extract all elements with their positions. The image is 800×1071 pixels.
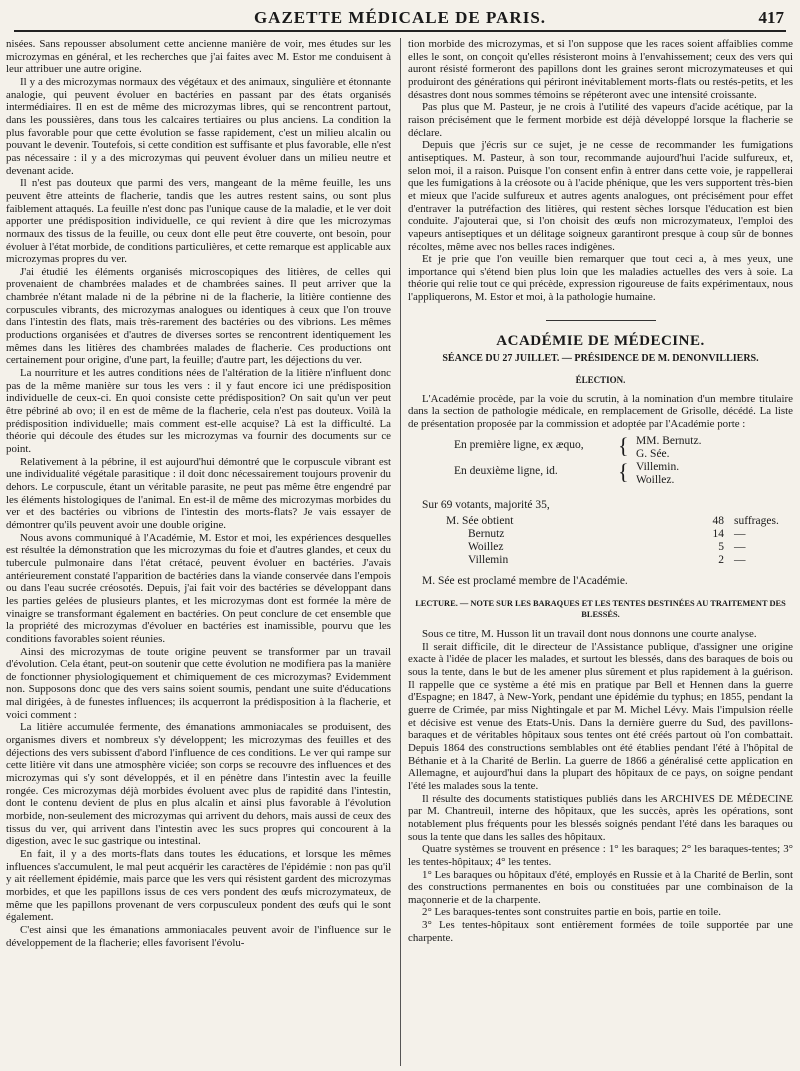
paragraph: Depuis que j'écris sur ce sujet, je ne cesse de recommander les fumigations antiseptiques. M. Pasteur, à son tour, recommande aujourd'hui l'acide sulfureux, et, selon moi, il a raison. Puisque l'on consent enfin à entrer dans cette voie, je rappellerai que les fumigations à la créosote ou à l'acide phénique, que les vers supportent très-bien et mieux que l'acide sulfureux et autres agents analogues, ont précisément pour effet d'entraver la putréfaction des litières, qui restent sèches lorsque l'éducation est bien conduite. J'ajouterai que, si l'on choisit des œufs non microzymateux, l'emploi des vapeurs antiseptiques et un délitage soigneux garantiront presque à coup sûr de bonnes récoltes, même avec nos belles races indigènes.: [408, 139, 793, 253]
section-separator: [546, 320, 656, 321]
page-number: 417: [758, 8, 784, 27]
paragraph: Il résulte des documents statistiques publiés dans les ARCHIVES DE MÉDECINE par M. Chantreuil, interne des hôpitaux, que les succès, après les opérations, sont notablement plus fréquents pour les blessés soignés pendant l'été dans les baraques ou sous la tente que dans les salles des hôpitaux.: [408, 792, 793, 843]
vote-suffix: —: [734, 541, 746, 554]
vote-name: Bernutz: [468, 528, 505, 541]
paragraph: Sous ce titre, M. Husson lit un travail dont nous donnons une courte analyse.: [422, 628, 757, 641]
paragraph: tion morbide des microzymas, et si l'on suppose que les races soient affaiblies comme elles le sont, on conçoit qu'elles résisteront moins à l'envahissement; ceux des vers qui auront résisté formeront des papillons dont les graines seront microzymateuses et qui produiront des générations qui périront inévitablement morts-flats ou restés-petits, et les désastres dont nous sommes témoins se répéteront avec une intensité croissante.: [408, 38, 793, 101]
vote-row: [408, 528, 793, 541]
paragraph: Il y a des microzymas normaux des végétaux et des animaux, singulière et étonnante analogie, qui peuvent évoluer en bactéries en passant par des états organisés intermédiaires. Il en est de même des microzymas libres, qui se rencontrent partout, dans les poussières, dans tous les calcaires tertiaires ou plus anciens. La condition la plus favorable pour que cette évolution se fasse rapidement, c'est un milieu alcalin ou pouvant le devenir. Toutefois, si cette condition est suffisante et plus favorable, elle n'est pas nécessaire : il y a des microzymas qui peuvent évoluer dans un milieu neutre et devenant acide.: [6, 75, 391, 177]
session-heading: SÉANCE DU 27 JUILLET. — PRÉSIDENCE DE M. DENONVILLIERS.: [442, 353, 759, 365]
column-divider: [400, 38, 401, 1066]
paragraph: Nous avons communiqué à l'Académie, M. Estor et moi, les expériences desquelles est résultée la démonstration que les microzymas du foie et d'autres glandes, et ceux du tubercule pulmonaire dans l'état crétacé, peuvent évoluer en bactéries. J'avais antérieurement constaté l'apparition de bactéries dans la viande conservée dans l'empois ou dans l'eau sucrée créosotés. Depuis, j'ai fait voir des bactéries se développant dans les parties gelées de plusieurs plantes, et les microzymas dont est formée la mère de vinaigre se transformant également en bactéries. On peut conclure de cet ensemble que la propriété des microzymas d'évoluer en bactéries est inamissible, pourvu que les conditions favorables soient réunies.: [6, 531, 391, 645]
paragraph: J'ai étudié les éléments organisés microscopiques des litières, de celles qui provenaient de chambrées malades et de chambrées saines. Il peut arriver que la chambrée n'étant malade ni de la pébrine ni de la flacherie, la litière contienne des corpuscules vibrants, des microzymas analogues ou identiques à ceux que l'on trouve dans l'intestin des flats, mais très-rarement des bactéries ou des vibrions. Les mêmes productions organisées et d'autres de diverses sortes se rencontrent identiquement les mêmes dans les litières des chambrées malades de flacherie. Ces productions ont certainement pour origine, d'une part, la feuille; d'autre part, les déjections du ver.: [6, 265, 391, 367]
paragraph: La nourriture et les autres conditions nées de l'altération de la litière n'influent donc pas de la même manière sur tous les vers : il y faut encore ici une prédisposition individuelle de ceux-ci. En quoi consiste cette prédisposition? On sait qu'un ver peut être pébriné ab ovo; il en est de même de la flacherie, cela n'est pas douteux. Voilà la prédisposition individuelle; mais comment est-elle acquise? Là est la difficulté. La théorie qui découle des études sur les microzymas va fournir des documents sur ce point.: [6, 367, 391, 455]
journal-title: GAZETTE MÉDICALE DE PARIS.: [253, 8, 547, 27]
vote-count: 14: [712, 528, 724, 541]
left-column: [6, 38, 391, 1068]
votants-line: Sur 69 votants, majorité 35,: [422, 498, 550, 511]
first-line-label: En première ligne, ex æquo,: [454, 438, 584, 451]
paragraph: 2° Les baraques-tentes sont construites partie en bois, partie en toile.: [422, 906, 721, 919]
proclamation: M. Sée est proclamé membre de l'Académie.: [422, 575, 628, 588]
paragraph: L'Académie procède, par la voie du scrutin, à la nomination d'un membre titulaire dans la section de pathologie médicale, en remplacement de Grisolle, décédé. La liste de présentation proposée par la commission et adoptée par l'Académie porte :: [408, 392, 793, 431]
lecture-heading: LECTURE. — NOTE SUR LES BARAQUES ET LES TENTES DESTINÉES AU TRAITEMENT DES BLESSÉS.: [415, 599, 786, 620]
page-header: [14, 4, 786, 32]
vote-row: [408, 515, 793, 528]
paragraph: Il n'est pas douteux que parmi des vers, mangeant de la même feuille, les uns peuvent être atteints de flacherie, tandis que les autres restent sains, ou sont plus faiblement attaqués. La feuille n'est donc pas l'unique cause de la maladie, et le ver doit apporter une prédisposition individuelle, ce qui revient à dire que les microzymas normaux des tissus de la feuille, ou ceux dont elle peut être couverte, ont besoin, pour évoluer à l'état morbide, de conditions particulières, et cette remarque est applicable aux microzymas propres du ver.: [6, 177, 391, 266]
section-title: ACADÉMIE DE MÉDECINE.: [496, 332, 705, 349]
election-heading: ÉLECTION.: [575, 375, 626, 386]
paragraph: La litière accumulée fermente, des émanations ammoniacales se produisent, des organismes divers et nombreux s'y développent; les microzymas des feuilles et des déjections des vers subissent d'abord l'influence de ces conditions. Le ver qui rampe sur cette litière vit dans une atmosphère viciée; son corps se recouvre des influences et des microzymas qui s'y sont développés, et il en pénètre dans l'intestin avec la feuille rongée. Ces microzymas déjà morbides évoluent avec plus de rapidité dans l'intestin, dont le contenu devient de plus en plus alcalin et ainsi plus favorable à l'évolution morbide, non-seulement des microzymas qui arrivent du dehors, mais aussi de ceux des tissus du ver, qui arrivent dans l'intestin avec les sucs propres qui concourent à la digestion, avec le suc gastrique ou intestinal.: [6, 721, 391, 848]
vote-count: 5: [718, 541, 724, 554]
vote-count: 48: [712, 515, 724, 528]
paragraph: En fait, il y a des morts-flats dans toutes les éducations, et lorsque les mêmes influences s'accumulent, le mal peut acquérir les caractères de l'épidémie : non pas qu'il y ait réellement épidémie, mais parce que les vers qui résistent gardent des microzymas morbides, et que les papillons issus de ces vers pondent des œufs microzymateux, de même que les papillons provenant de vers corpusculeux pondent des œufs qui le sont également.: [6, 848, 391, 924]
candidate-names: [636, 435, 701, 487]
vote-name: Woillez: [468, 541, 504, 554]
candidate-list: [408, 432, 793, 491]
second-line-label: En deuxième ligne, id.: [454, 464, 558, 477]
vote-name: Villemin: [468, 554, 509, 567]
paragraph: Et je prie que l'on veuille bien remarquer que tout ceci a, à mes yeux, une importance qui s'étend bien plus loin que les maladies actuelles des vers à soie. La théorie qui relie tout ce qui précède, expression rigoureuse de faits expérimentaux, nous l'appliquerons, M. Estor et moi, à la pathologie humaine.: [408, 253, 793, 304]
paragraph: C'est ainsi que les émanations ammoniacales peuvent avoir de l'influence sur le développement de la flacherie; elles favorisent l'évolu-: [6, 923, 391, 949]
brace-icon: {: [618, 458, 629, 484]
paragraph: nisées. Sans repousser absolument cette ancienne manière de voir, mes études sur les microzymas en général, et les recherches que j'ai faites avec M. Estor me conduisent à leur attribuer une autre origine.: [6, 38, 391, 76]
vote-table: [408, 515, 793, 567]
paragraph: Ainsi des microzymas de toute origine peuvent se transformer par un travail d'évolution. Cela étant, peut-on soutenir que cette évolution ne modifiera pas la manière de fonctionner physiologiquement et chimiquement de ces microzymas? Evidemment non. Supposons donc que des vers sains soient soumis, pendant une suite d'éducations mal dirigées, à de funestes influences; ils acquerront la prédisposition à la flacherie, et voici comment :: [6, 645, 391, 721]
paragraph: Quatre systèmes se trouvent en présence : 1° les baraques; 2° les baraques-tentes; 3° les tentes-hôpitaux; 4° les tentes.: [408, 843, 793, 868]
vote-name: M. Sée obtient: [446, 515, 514, 528]
paragraph: Relativement à la pébrine, il est aujourd'hui démontré que le corpuscule vibrant est une individualité végétale parasitique : il doit donc nécessairement toujours provenir du dehors. Le corpuscule, étant un véritable parasite, ne peut pas même être engendré par les éléments histologiques de l'animal. En est-il de même des microzymas morbides du ver et des bactéries ou vibrions de l'intestin des morts-flats? Je vais essayer de démontrer qu'ils peuvent avoir une double origine.: [6, 455, 391, 531]
paragraph: 3° Les tentes-hôpitaux sont entièrement formées de toile supportée par une charpente.: [408, 919, 793, 944]
paragraph: 1° Les baraques ou hôpitaux d'été, employés en Russie et à la Charité de Berlin, sont des constructions permanentes en bois ou constituées par une combinaison de la maçonnerie et de la charpente.: [408, 868, 793, 906]
vote-row: [408, 554, 793, 567]
vote-suffix: —: [734, 528, 746, 541]
vote-row: [408, 541, 793, 554]
first-names: MM. Bernutz. G. Sée.: [636, 434, 702, 460]
paragraph: Pas plus que M. Pasteur, je ne crois à l'utilité des vapeurs d'acide acétique, par la raison précisément que le ferment morbide est déjà développé lorsque la flacherie se déclare.: [408, 101, 793, 139]
vote-suffix: —: [734, 554, 746, 567]
vote-count: 2: [718, 554, 724, 567]
right-column: [408, 38, 793, 1068]
brace-icon: {: [618, 432, 629, 458]
vote-suffix: suffrages.: [734, 515, 779, 528]
paragraph: Il serait difficile, dit le directeur de l'Assistance publique, d'assigner une origine exacte à l'idée de placer les malades, et surtout les blessés, dans des baraques de bois ou sous la tente, dans le but de les amener plus sûrement et plus rapidement à la guérison. Il rappelle que ce système a été mis en pratique par Bell et Hennen dans la guerre d'Espagne; en 1847, à New-York, pendant une épidémie du typhus; en 1855, pendant la guerre de Crimée, par miss Nightingale et par M. Michel Lévy. Mais l'impulsion réelle et décisive est venue des Etats-Unis. Dans la dernière guerre du Sud, des pavillons-baraques et de véritables hôpitaux sous tentes ont été créés partout où l'on combattait. Depuis 1864 des constructions semblables ont été établies pendant l'été à l'hôpital de Béthanie et à la Charité de Berlin. La guerre de 1866 a généralisé cette application en Allemagne, et aujourd'hui dans la plupart des hôpitaux de ce pays, on soigne pendant l'été les malades sous la tente.: [408, 640, 793, 792]
second-names: Villemin. Woillez.: [636, 460, 680, 486]
